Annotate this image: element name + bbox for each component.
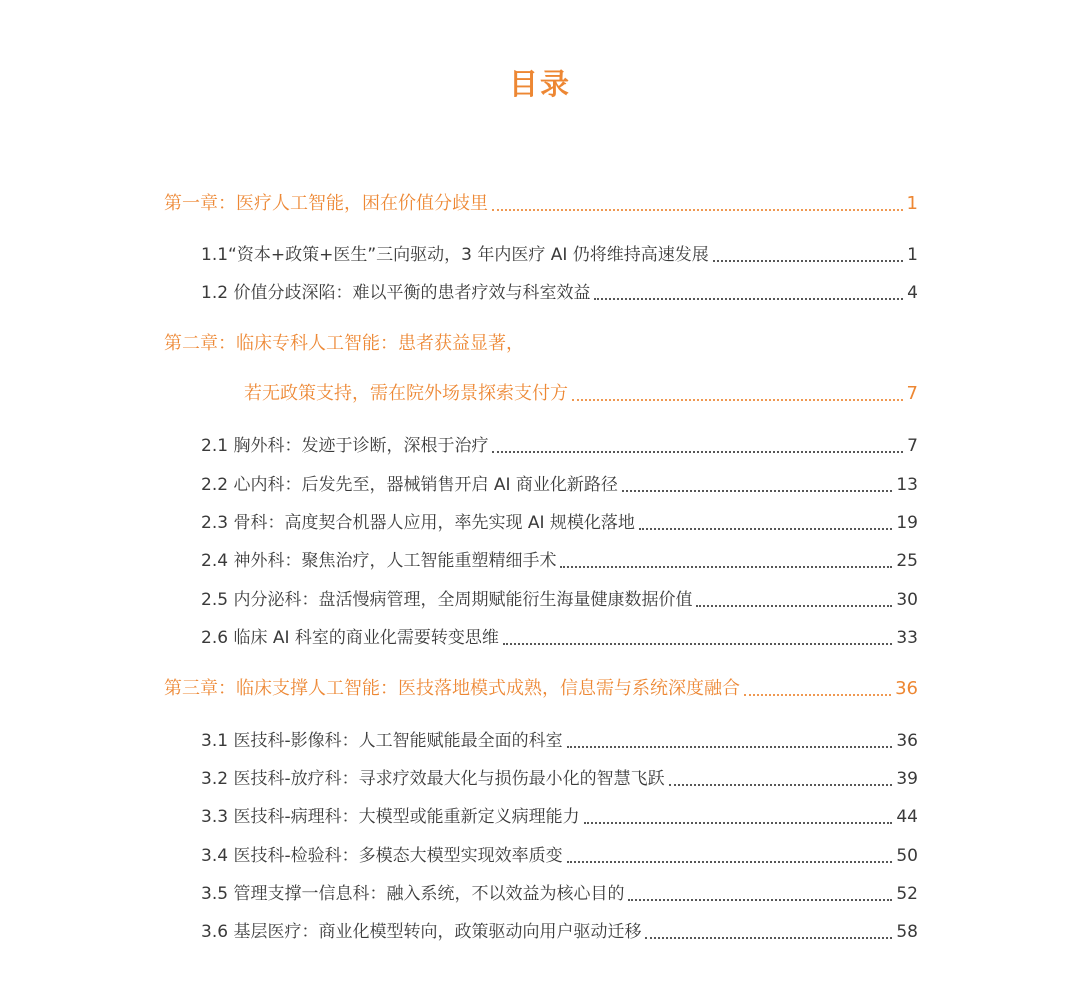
toc-entry-page: 30 [896,590,918,610]
dot-leader [584,822,893,824]
toc-entry-page: 36 [895,678,918,699]
dot-leader [696,605,892,607]
toc-entry-chapter-2-line-1[interactable]: 第二章：临床专科人工智能：患者获益显著， [164,333,524,354]
toc-entry-page: 33 [896,628,918,648]
toc-entry-3-2[interactable] [201,764,918,794]
toc-entry-2-5[interactable] [201,585,918,615]
toc-entry-title: 2.3 骨科：高度契合机器人应用，率先实现 AI 规模化落地 [201,513,635,533]
toc-entry-title: 3.3 医技科-病理科：大模型或能重新定义病理能力 [201,807,580,827]
toc-entry-page: 1 [907,245,918,265]
dot-leader [713,260,903,262]
toc-entry-page: 1 [906,193,918,214]
toc-entry-title: 1.2 价值分歧深陷：难以平衡的患者疗效与科室效益 [201,283,591,303]
toc-entry-page: 4 [907,283,918,303]
toc-entry-page: 50 [896,846,918,866]
toc-entry-page: 58 [896,922,918,942]
toc-entry-page: 25 [896,551,918,571]
toc-entry-3-5[interactable] [201,879,918,909]
toc-entry-page: 7 [907,436,918,456]
toc-entry-title: 第三章：临床支撑人工智能：医技落地模式成熟，信息需与系统深度融合 [164,678,740,699]
toc-entry-3-4[interactable] [201,841,918,871]
toc-entry-page: 7 [906,383,918,404]
toc-entry-title: 3.6 基层医疗：商业化模型转向，政策驱动向用户驱动迁移 [201,922,642,942]
toc-entry-title: 2.2 心内科：后发先至，器械销售开启 AI 商业化新路径 [201,475,618,495]
toc-entry-page: 39 [896,769,918,789]
toc-entry-page: 44 [896,807,918,827]
toc-entry-title: 若无政策支持，需在院外场景探索支付方 [244,383,568,404]
toc-entry-title: 3.4 医技科-检验科：多模态大模型实现效率质变 [201,846,563,866]
toc-entry-title: 3.5 管理支撑一信息科：融入系统，不以效益为核心目的 [201,884,625,904]
dot-leader [567,746,893,748]
dot-leader [669,784,893,786]
toc-entry-title: 2.1 胸外科：发迹于诊断，深根于治疗 [201,436,489,456]
toc-entry-title: 3.1 医技科-影像科：人工智能赋能最全面的科室 [201,731,563,751]
toc-entry-title: 2.6 临床 AI 科室的商业化需要转变思维 [201,628,499,648]
toc-entry-3-3[interactable] [201,802,918,832]
toc-entry-title: 3.2 医技科-放疗科：寻求疗效最大化与损伤最小化的智慧飞跃 [201,769,665,789]
dot-leader [639,528,892,530]
toc-entry-title: 2.5 内分泌科：盘活慢病管理，全周期赋能衍生海量健康数据价值 [201,590,693,610]
toc-entry-page: 52 [896,884,918,904]
toc-entry-chapter-2[interactable] [244,379,918,409]
dot-leader [560,566,892,568]
dot-leader [645,937,892,939]
toc-entry-chapter-1[interactable] [164,189,918,219]
toc-entry-page: 19 [896,513,918,533]
toc-entry-1-1[interactable] [201,240,918,270]
dot-leader [492,209,903,211]
dot-leader [567,861,893,863]
toc-entry-page: 13 [896,475,918,495]
toc-entry-title: 第一章：医疗人工智能，困在价值分歧里 [164,193,488,214]
dot-leader [572,399,903,401]
toc-entry-2-4[interactable] [201,546,918,576]
toc-entry-2-1[interactable] [201,431,918,461]
toc-entry-title: 1.1“资本+政策+医生”三向驱动，3 年内医疗 AI 仍将维持高速发展 [201,245,709,265]
dot-leader [628,899,892,901]
toc-entry-1-2[interactable] [201,278,918,308]
toc-entry-3-6[interactable] [201,917,918,947]
toc-entry-2-2[interactable] [201,470,918,500]
dot-leader [622,490,892,492]
toc-entry-3-1[interactable] [201,726,918,756]
toc-entry-page: 36 [896,731,918,751]
dot-leader [492,451,903,453]
toc-entry-2-6[interactable] [201,623,918,653]
toc-entry-title: 2.4 神外科：聚焦治疗，人工智能重塑精细手术 [201,551,557,571]
dot-leader [503,643,892,645]
toc-entry-chapter-3[interactable] [164,674,918,704]
toc-entry-2-3[interactable] [201,508,918,538]
dot-leader [744,694,891,696]
toc-title: 目录 [508,67,571,101]
dot-leader [594,298,903,300]
